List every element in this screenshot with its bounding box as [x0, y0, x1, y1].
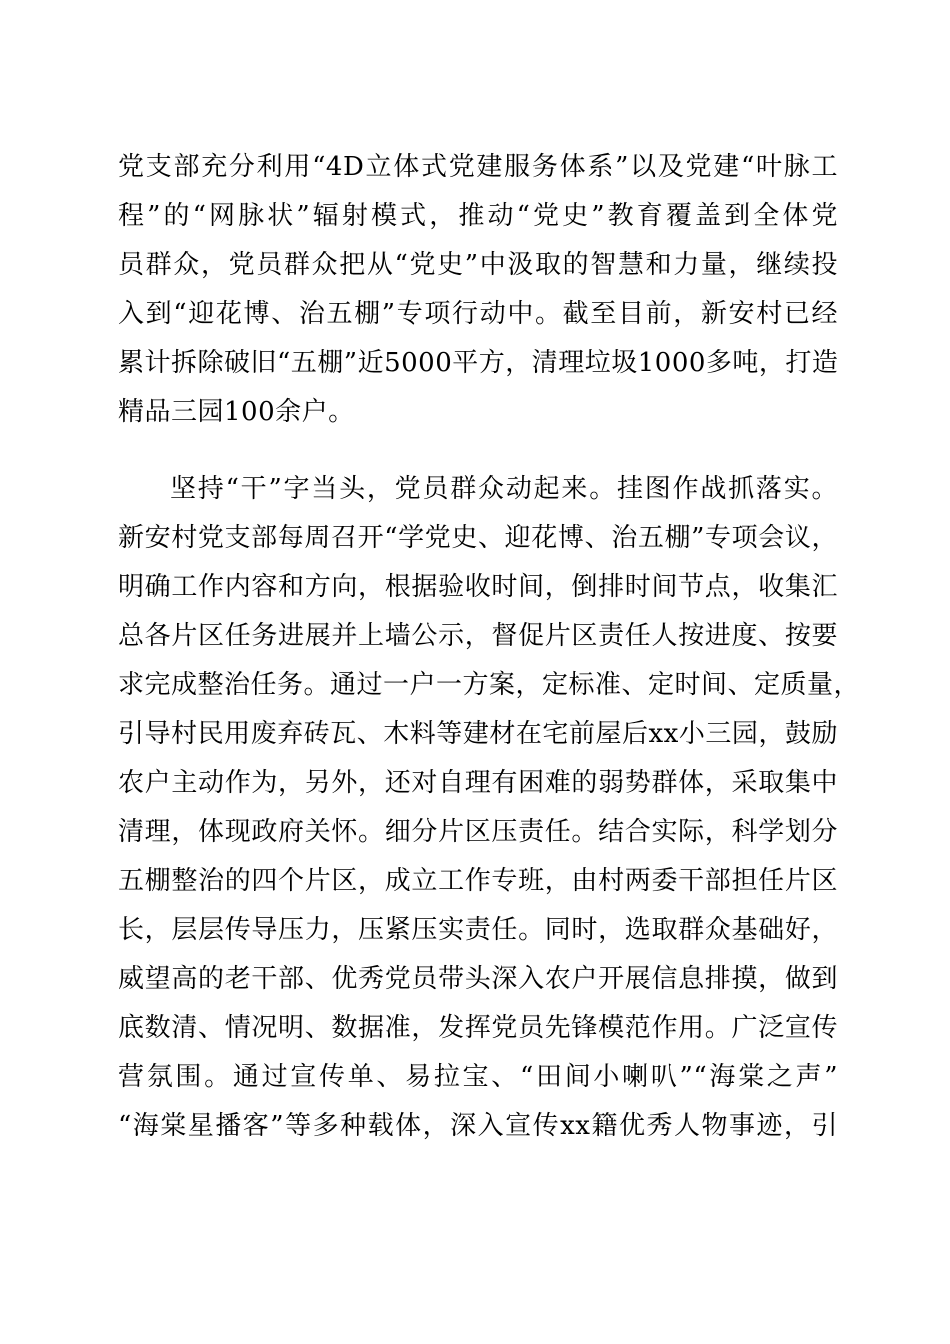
paragraph-1-line-1: 党支部充分利用“4D立体式党建服务体系”以及党建“叶脉工 [118, 152, 838, 182]
paragraph-1-line-6: 精品三园100余户。 [118, 397, 355, 427]
paragraph-2-line-14: “海棠星播客”等多种载体，深入宣传xx籍优秀人物事迹，引 [118, 1111, 838, 1141]
paragraph-2-line-11: 威望高的老干部、优秀党员带头深入农户开展信息排摸，做到 [118, 964, 838, 994]
paragraph-1-line-5: 累计拆除破旧“五棚”近5000平方，清理垃圾1000多吨，打造 [118, 348, 839, 378]
paragraph-2-line-2: 新安村党支部每周召开“学党史、迎花博、治五棚”专项会议， [118, 523, 838, 553]
paragraph-2-line-12: 底数清、情况明、数据准，发挥党员先锋模范作用。广泛宣传 [118, 1013, 838, 1043]
paragraph-1-line-3: 员群众，党员群众把从“党史”中汲取的智慧和力量，继续投 [118, 250, 838, 280]
paragraph-2-line-10: 长，层层传导压力，压紧压实责任。同时，选取群众基础好， [118, 915, 838, 945]
paragraph-2-line-9: 五棚整治的四个片区，成立工作专班，由村两委干部担任片区 [118, 866, 838, 896]
paragraph-2-line-4: 总各片区任务进展并上墙公示，督促片区责任人按进度、按要 [118, 621, 838, 651]
paragraph-2-line-8: 清理，体现政府关怀。细分片区压责任。结合实际，科学划分 [118, 817, 838, 847]
paragraph-2-line-7: 农户主动作为，另外，还对自理有困难的弱势群体，采取集中 [118, 768, 838, 798]
paragraph-2-line-13: 营氛围。通过宣传单、易拉宝、“田间小喇叭”“海棠之声” [118, 1062, 838, 1092]
paragraph-1-line-4: 入到“迎花博、治五棚”专项行动中。截至目前，新安村已经 [118, 299, 838, 329]
paragraph-2-line-5: 求完成整治任务。通过一户一方案，定标准、定时间、定质量， [118, 670, 861, 700]
paragraph-2-line-1: 坚持“干”字当头，党员群众动起来。挂图作战抓落实。 [170, 474, 838, 504]
paragraph-2-line-6: 引导村民用废弃砖瓦、木料等建材在宅前屋后xx小三园，鼓励 [118, 719, 838, 749]
paragraph-1-line-2: 程”的“网脉状”辐射模式，推动“党史”教育覆盖到全体党 [118, 201, 838, 231]
paragraph-2-line-3: 明确工作内容和方向，根据验收时间，倒排时间节点，收集汇 [118, 572, 838, 602]
